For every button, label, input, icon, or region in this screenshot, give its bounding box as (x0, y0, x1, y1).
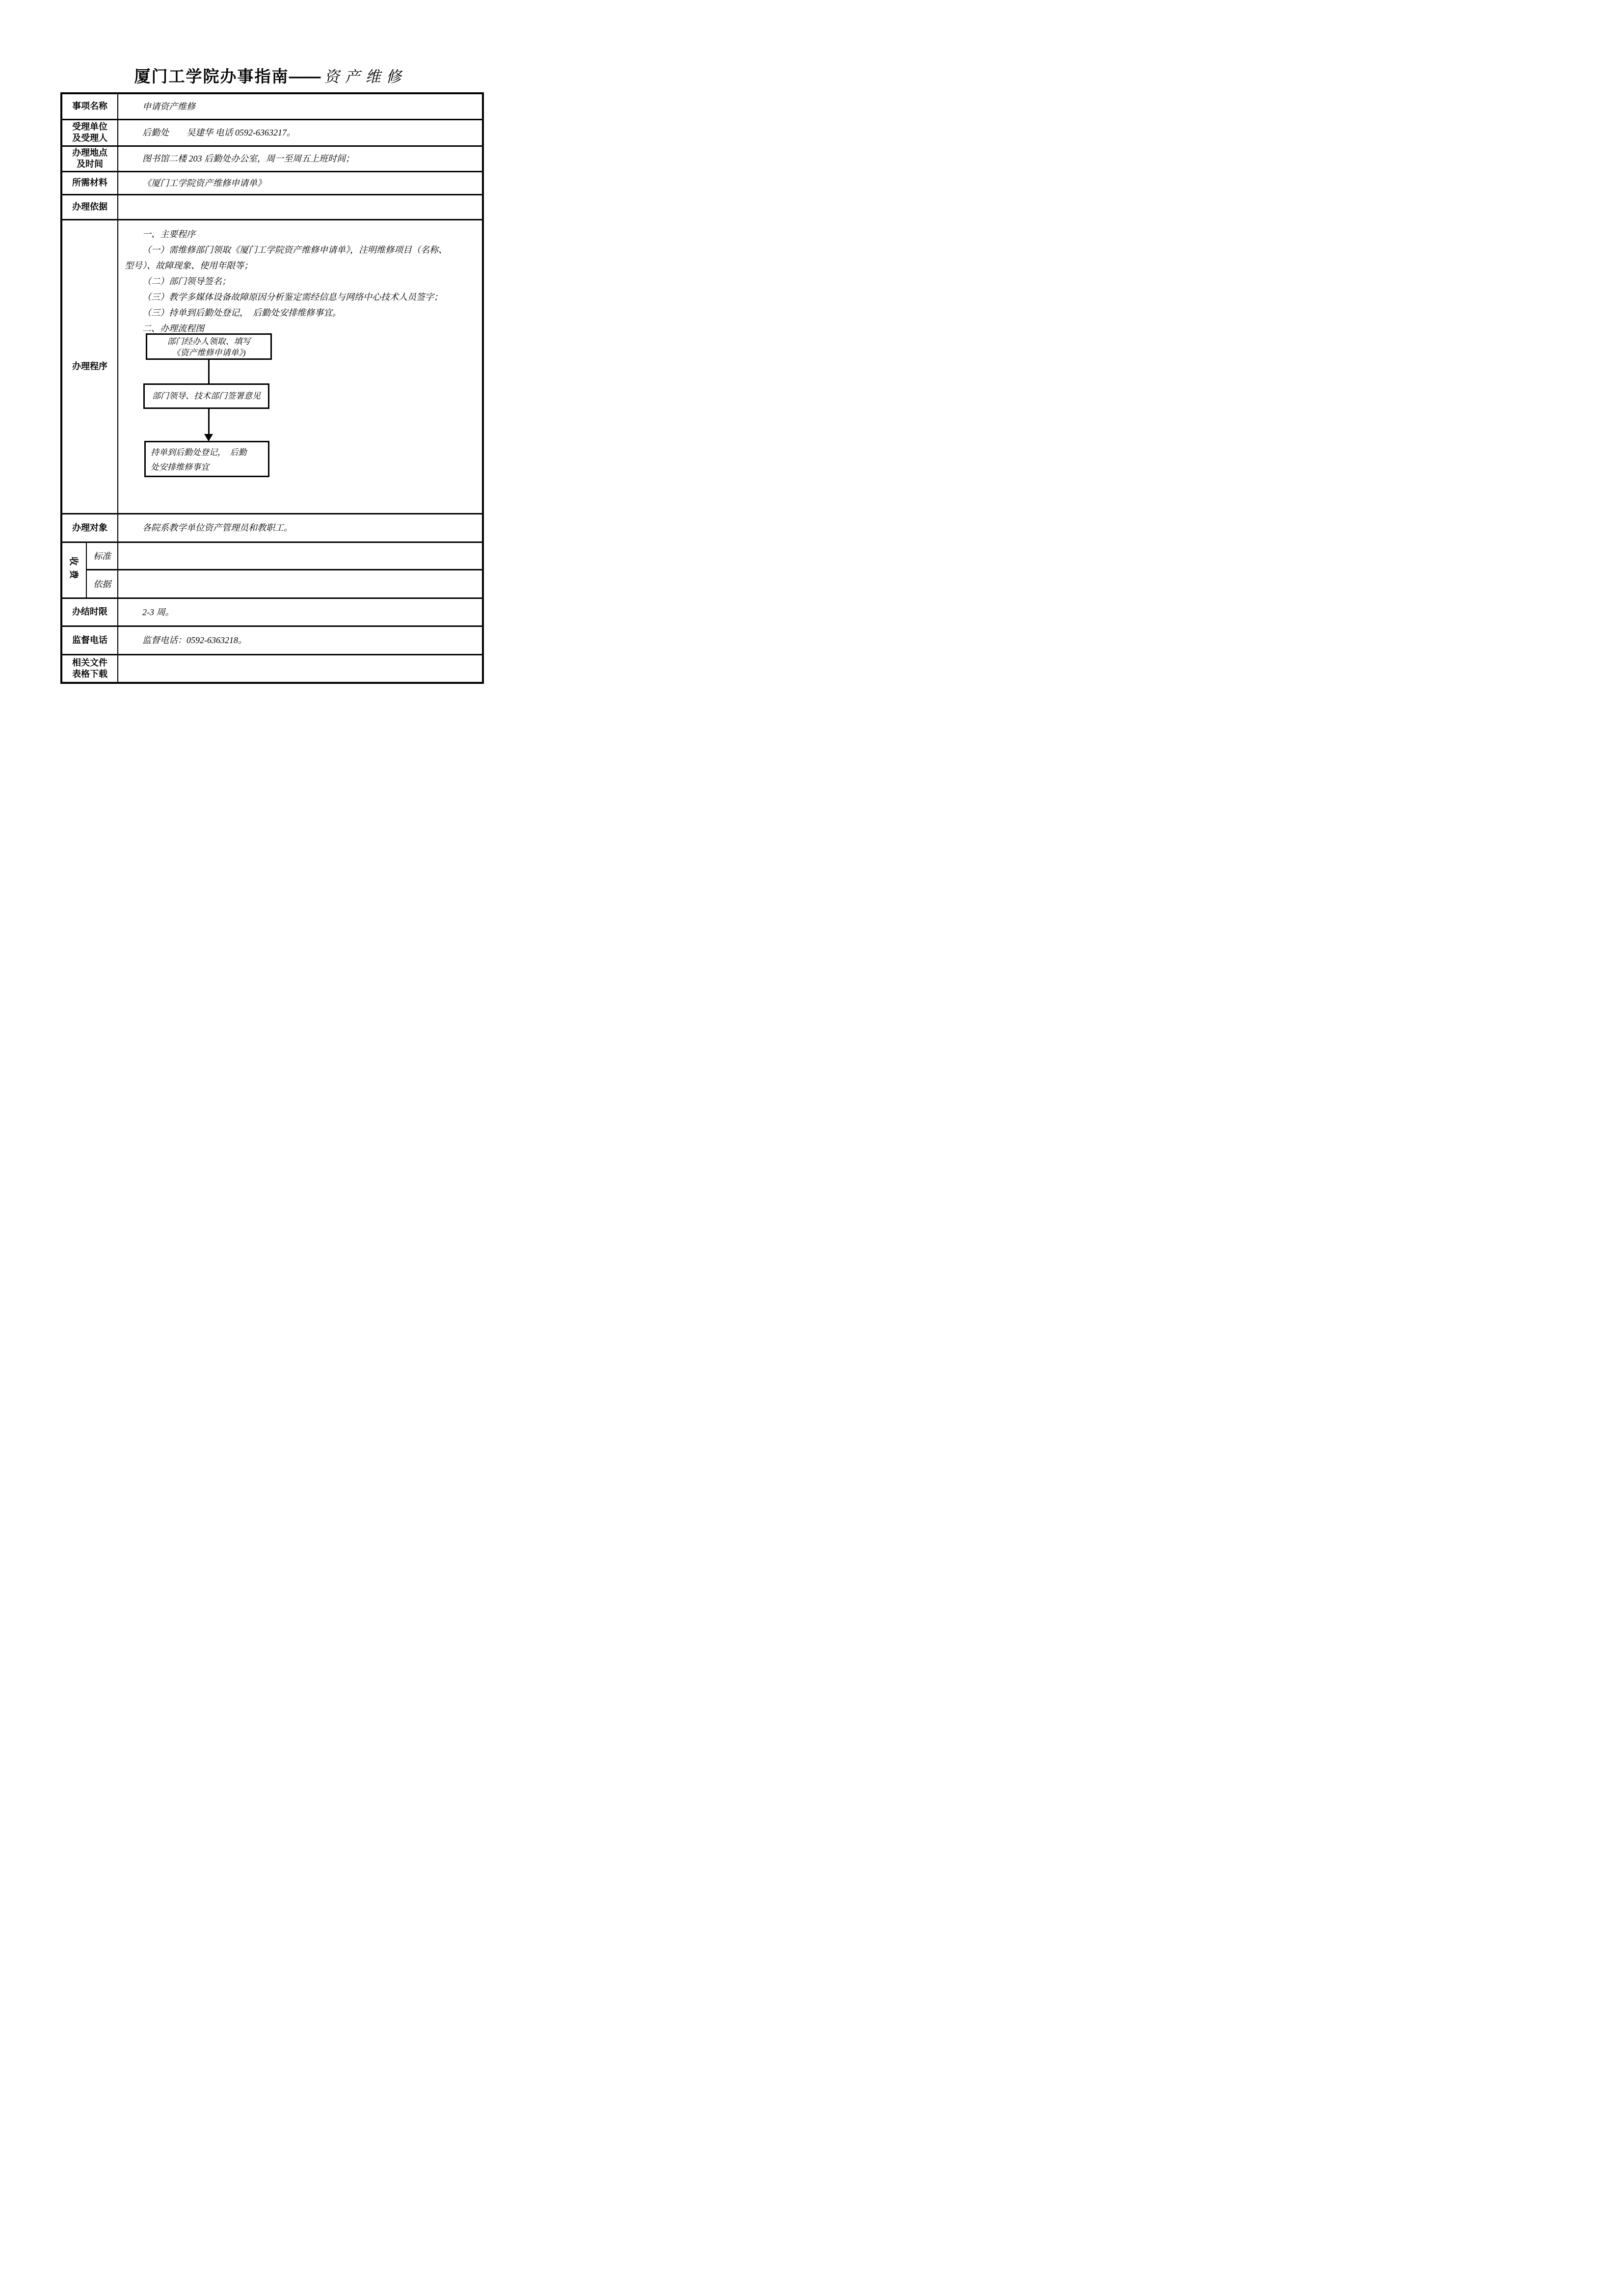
value-deadline: 2-3 周。 (118, 598, 483, 626)
flowchart-step3-box (144, 441, 269, 477)
row-fee-standard (61, 542, 483, 569)
procedure-line: （二）部门领导签名； (142, 276, 231, 286)
row-basis (61, 194, 483, 219)
value-location-time: 图书馆二楼 203 后勤处办公室，周一至周五上班时间； (118, 146, 483, 171)
flowchart-step3-line2: 处安排维修事宜 (151, 462, 209, 472)
row-accepting-unit (61, 119, 483, 146)
label-basis: 办理依据 (61, 194, 118, 219)
flowchart-step1-box (146, 333, 272, 360)
procedure-line: 一、主要程序 (142, 229, 195, 239)
procedure-line: （三）持单到后勤处登记， 后勤处安排维修事宜。 (142, 308, 341, 318)
label-location-time-line2: 及时间 (77, 159, 103, 169)
row-deadline (61, 598, 483, 626)
flowchart-connector-1 (208, 360, 210, 383)
label-item-name: 事项名称 (61, 93, 118, 119)
row-procedure (61, 219, 483, 513)
procedure-line: （一）需维修部门领取《厦门工学院资产维修申请单》，注明维修项目（名称、 (142, 245, 447, 255)
label-deadline: 办结时限 (61, 598, 118, 626)
procedure-content (118, 221, 482, 512)
procedure-line: 型号）、故障现象、使用年限等； (125, 261, 253, 270)
value-fee-standard (118, 542, 483, 569)
flowchart-step1-line2: 《资产维修申请单》) (172, 348, 246, 357)
value-supervision: 监督电话：0592-6363218。 (118, 626, 483, 654)
label-fee-basis: 依据 (86, 569, 118, 598)
value-accepting-unit: 后勤处 吴建华 电话 0592-6363217。 (118, 119, 483, 146)
row-item-name (61, 93, 483, 119)
label-files (61, 654, 118, 683)
value-basis (118, 194, 483, 219)
row-files (61, 654, 483, 683)
value-procedure (118, 219, 483, 513)
title-main: 厦门工学院办事指南 (134, 67, 289, 85)
fee-vertical-text: 收费 (69, 557, 79, 583)
row-materials (61, 171, 483, 194)
title-dash: —— (289, 67, 320, 85)
label-procedure: 办理程序 (61, 219, 118, 513)
value-fee-basis (118, 569, 483, 598)
label-supervision: 监督电话 (61, 626, 118, 654)
flowchart-step2-box: 部门领导、技术部门签署意见 (143, 383, 269, 409)
label-location-time (61, 146, 118, 171)
value-target: 各院系教学单位资产管理员和教职工。 (118, 513, 483, 542)
flowchart-connector-2 (208, 409, 210, 434)
label-materials: 所需材料 (61, 171, 118, 194)
label-accepting-unit (61, 119, 118, 146)
label-accepting-unit-line2: 及受理人 (72, 133, 107, 143)
label-fee (61, 542, 86, 598)
row-target (61, 513, 483, 542)
label-fee-standard: 标准 (86, 542, 118, 569)
label-location-time-line1: 办理地点 (72, 148, 107, 158)
value-item-name: 申请资产维修 (118, 93, 483, 119)
label-accepting-unit-line1: 受理单位 (72, 122, 107, 132)
arrow-down-icon (204, 434, 213, 441)
page-title (0, 64, 541, 87)
guide-table (60, 92, 484, 684)
flowchart-step1-line1: 部门经办人领取、填写 (167, 337, 251, 346)
row-location-time (61, 146, 483, 171)
procedure-line: 二、办理流程图 (142, 324, 204, 333)
row-supervision (61, 626, 483, 654)
value-materials: 《厦门工学院资产维修申请单》 (118, 171, 483, 194)
flowchart-step3-line1: 持单到后勤处登记， 后勤 (151, 448, 247, 457)
label-files-line1: 相关文件 (72, 657, 107, 668)
procedure-line: （三）教学多媒体设备故障原因分析鉴定需经信息与网络中心技术人员签字； (142, 292, 443, 302)
row-fee-basis (61, 569, 483, 598)
value-files (118, 654, 483, 683)
label-target: 办理对象 (61, 513, 118, 542)
label-files-line2: 表格下载 (72, 669, 107, 679)
title-suffix: 资产维修 (324, 68, 407, 85)
